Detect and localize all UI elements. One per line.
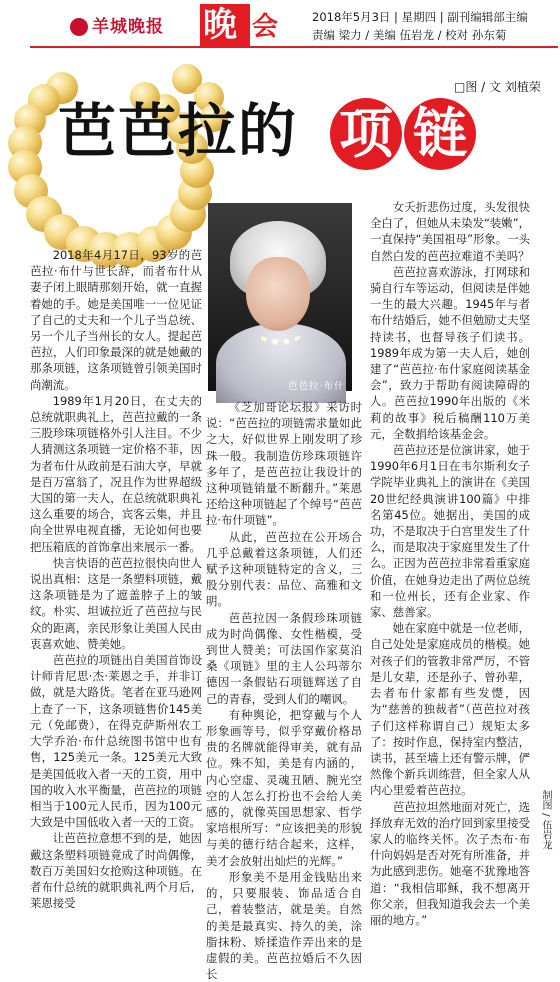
- paragraph: 芭芭拉还是位演讲家，她于1990年6月1日在韦尔斯利女子学院毕业典礼上的演讲在《美国20世纪经典演讲100篇》中排名第45位。她据出，美国的成功，不是取决于白宫里发生了什么，而是取决于家庭里发生了什么。正因为芭芭拉非常看重家庭价值，在她身边走出了两位总统和一位州长，还有企业家、作家、慈善家。: [370, 443, 530, 620]
- paragraph: 有种舆论，把穿戴与个人形象画等号，似乎穿戴价格昂贵的名牌就能得审美，就有品位。殊不知，美是有内涵的，内心空虚、灵魂丑陋、腕光空空的人怎么打扮也不会给人美感的，就像英国思想家、哲学家培根所写：“应该把美的形貌与美的德行结合起来，这样，美才会放射出灿烂的光辉。”: [206, 707, 362, 868]
- title-highlight-2: 链: [413, 101, 467, 165]
- paragraph: 女夭折悲伤过度，头发很快全白了，但她从未染发“装嫩”，一直保持“美国祖母”形象。一头自然白发的芭芭拉难道不美吗？: [370, 200, 530, 263]
- paragraph: 《芝加哥论坛报》采访时说：“芭芭拉的项链需求量如此之大，好似世界上刚发明了珍珠一般。我制造仿珍珠项链许多年了，是芭芭拉让我设计的这种项链销量不断翻升。”莱恩还给这种项链起了个绰号“芭芭拉·布什项链”。: [206, 400, 362, 528]
- header-rule: [30, 46, 558, 48]
- body-column-3: [370, 199, 530, 928]
- newspaper-logo-text: 羊城晚报: [92, 17, 164, 37]
- page-header: [0, 0, 560, 52]
- portrait-face: [246, 257, 310, 331]
- paragraph: 芭芭拉坦然地面对死亡，选择放弃无效的治疗回到家里接受家人的临终关怀。次子杰布·布什向妈妈是否对死有所准备，并为此感到悲伤。她毫不犹豫地答道：“我相信耶稣，我不想离开你父亲，但我知道我会去一个美丽的地方。”: [370, 799, 530, 927]
- title-main: 芭芭拉的: [58, 97, 299, 165]
- photo-caption: 芭芭拉·布什: [288, 381, 345, 392]
- article-title: [58, 96, 298, 166]
- portrait-necklace: [258, 321, 302, 345]
- editors-line: 责编 梁力 / 美编 伍岩龙 / 校对 孙东菊: [312, 28, 507, 42]
- body-column-1: [30, 247, 202, 911]
- illustration-credit: 制图 / 伍岩龙: [540, 790, 551, 850]
- paragraph: 快言快语的芭芭拉很快向世人说出真相：这是一条塑料项链，戴这条项链是为了遮盖脖子上的皱纹。朴实、坦诚拉近了芭芭拉与民众的距离，亲民形象让美国人民由衷喜欢她、赞美她。: [30, 555, 202, 651]
- paragraph: 2018年4月17日，93岁的芭芭拉·布什与世长辞，而者布什从妻子闭上眼睛那刻开始，就一直握着她的手。她是美国唯一一位见证了自己的丈夫和一个儿子当总统、另一个儿子当州长的女人。提起芭芭拉，人们印象最深的就是她戴的那条项链，这条项链曾引领美国时尚潮流。: [30, 248, 202, 392]
- paragraph: 让芭芭拉意想不到的是，她因戴这条塑料项链竟成了时尚偶像，数百万美国妇女抢购这种项链。在者布什总统的就职典礼两个月后，莱恩接受: [30, 831, 202, 911]
- paragraph: 芭芭拉的项链出自美国首饰设计师肯尼思·杰·莱恩之手，并非订做，就是大路货。笔者在亚马逊网上查了一下，这条项链售价145美元（免邮费），在得克萨斯州农工大学乔治·布什总统图书馆中也有售，125美元一条。125美元大致是美国低收入者一天的工资，用中国的收入水平衡量，芭芭拉的项链相当于100元人民币，因为100元大致是中国低收入者一天的工资。: [30, 653, 202, 830]
- paragraph: 1989年1月20日，在丈夫的总统就职典礼上，芭芭拉戴的一条三股珍珠项链格外引人注目。不少人猜测这条项链一定价格不菲，因为者布什从政前是石油大亨，早就是百万富翁了，况且作为世界超级大国的第一夫人，在总统就职典礼这么重要的场合，宾客云集，并且向全世界电视直播，无论如何也要把压箱底的首饰拿出来展示一番。: [30, 393, 202, 554]
- portrait-photo: [208, 203, 352, 391]
- section-banner-char: 晚: [203, 5, 237, 45]
- newspaper-logo: [70, 12, 190, 37]
- paragraph: 从此，芭芭拉在公开场合几乎总戴着这条项链，人们还赋予这种项链特定的含义，三股分别代表：品位、高雅和文明。: [206, 529, 362, 609]
- title-highlight-1: 项: [339, 101, 393, 165]
- date-line: 2018年5月3日 | 星期四 | 副刊编辑部主编: [312, 10, 528, 24]
- paragraph: 芭芭拉喜欢游泳，打网球和骑自行车等运动，但阅读是伴她一生的最大兴趣。1945年与者布什结婚后，她不但勉励丈夫坚持读书，也督导孩子们读书。1989年成为第一夫人后，她创建了“芭芭拉·布什家庭阅读基金会”，致力于帮助有阅读障碍的人。芭芭拉1990年出版的《米莉的故事》税后稿酬110万美元，全数捐给该基金会。: [370, 264, 530, 441]
- byline: □图 / 文 刘植荣: [454, 80, 541, 94]
- paragraph: 形象美不是用金钱贴出来的，只要服装、饰品适合自己，着装整洁，就是美。自然的美是最真实、持久的美，涂脂抹粉、矫揉造作弄出来的是虚假的美。芭芭拉婚后不久因长: [206, 869, 362, 982]
- paragraph: 她在家庭中就是一位老师，自己处处是家庭成员的楷模。她对孩子们的管教非常严厉，不管是儿女辈，还是孙子、曾孙辈，去者布什家都有些发憷，因为“慈善的独裁者”（芭芭拉对孩子们这样称谓自己）规矩太多了：按时作息，保持室内整洁，读书，甚至墙上还有警示牌，俨然像个新兵训练营，但全家人从内心里爱着芭芭拉。: [370, 621, 530, 798]
- body-column-2: [206, 399, 362, 982]
- ram-emblem-icon: [70, 18, 88, 36]
- section-banner-suffix: 会: [252, 12, 279, 42]
- paragraph: 芭芭拉因一条假珍珠项链成为时尚偶像、女性楷模，受到世人赞美；可法国作家莫泊桑《项链》里的主人公玛蒂尔德因一条假钻石项链辉送了自己的青春，受到人们的嘲讽。: [206, 610, 362, 706]
